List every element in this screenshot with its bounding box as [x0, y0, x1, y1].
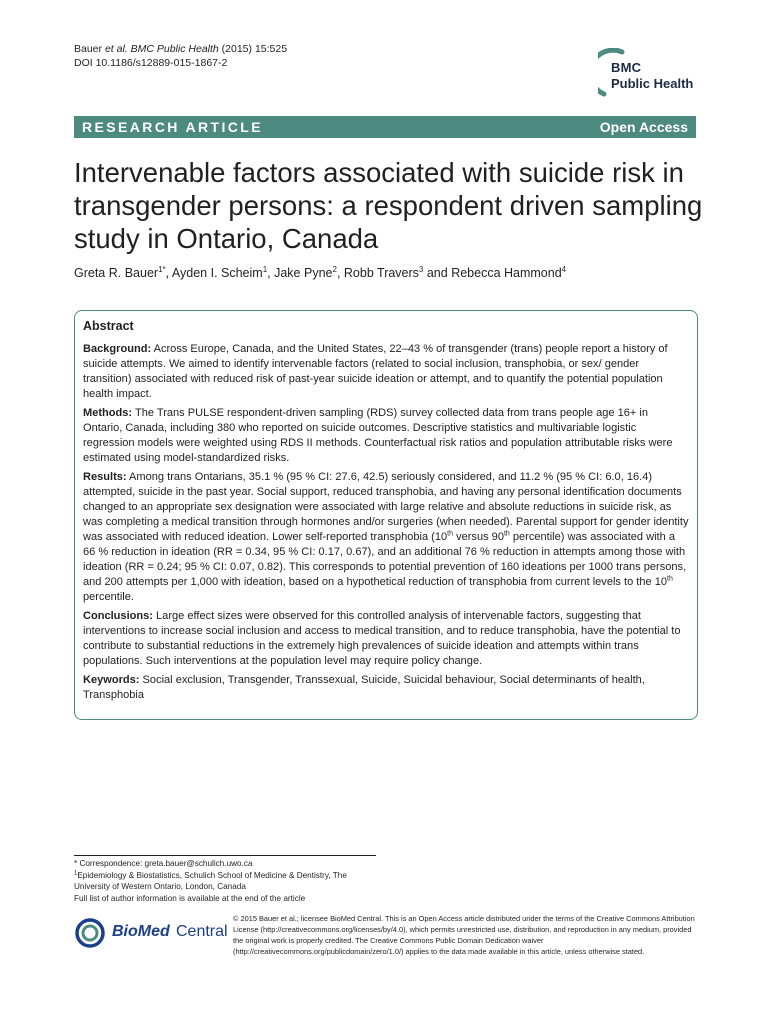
keywords-label: Keywords: — [83, 674, 140, 686]
citation-volume: (2015) 15:525 — [221, 43, 288, 55]
methods-label: Methods: — [83, 407, 133, 419]
publisher-logo — [74, 917, 228, 949]
methods-text: The Trans PULSE respondent-driven sampling (RDS) survey collected data from trans people age 16+ in Ontario, Canada, including 380 who reported on suicide outcomes. Descriptive statistics and multivariable logistic regression models were weighted using RDS II methods. Counterfactual risk ratios and population attributable risks were estimated using model-standardized risks. — [83, 407, 673, 464]
logo-text-journal: Public Health — [611, 76, 694, 91]
license-statement: © 2015 Bauer et al.; licensee BioMed Central. This is an Open Access article distributed under the terms of the Creative Commons Attribution License (http://creativecommons.org/licenses/by/4.0), which permits unrestricted use, distribution, and reproduction in any medium, provided the original work is properly credited. The Creative Commons Public Domain Dedication waiver (http://creativecommons.org/publicdomain/zero/1.0/) applies to the data made available in this article, unless otherwise stated. — [233, 914, 695, 956]
author-affiliation-mark: 1 — [262, 264, 268, 274]
abstract-background — [83, 342, 690, 402]
biomed-central-emblem-icon — [74, 917, 110, 949]
superscript: th — [503, 530, 510, 538]
author-name[interactable]: Greta R. Bauer — [74, 266, 159, 280]
author-list — [74, 266, 566, 280]
abstract-results — [83, 470, 690, 605]
article-type-label: RESEARCH ARTICLE — [82, 119, 263, 135]
footnotes — [74, 858, 384, 904]
publisher-name-central: Central — [176, 923, 228, 940]
background-text: Across Europe, Canada, and the United States, 22–43 % of transgender (trans) people report a history of suicide attempts. We aimed to identify intervenable factors (related to social inclusion, transphobia, or sex/ gender transition) associated with reduced risk of past-year suicide ideation or attempt, and to quantify the potential population health impact. — [83, 343, 668, 400]
doi-line: DOI 10.1186/s12889-015-1867-2 — [74, 57, 228, 69]
author-affiliation-mark: 2 — [332, 264, 337, 274]
author-separator: , — [336, 266, 344, 280]
full-list-note: Full list of author information is available at the end of the article — [74, 893, 306, 903]
author-separator: , — [165, 266, 172, 280]
citation-journal: BMC Public Health — [130, 43, 219, 55]
results-text: versus 90 — [453, 531, 504, 543]
correspondence-note: * Correspondence: greta.bauer@schulich.uwo.ca — [74, 859, 253, 868]
article-type-banner — [74, 116, 696, 138]
publisher-name-biomed: BioMed — [112, 923, 170, 940]
conclusions-label: Conclusions: — [83, 610, 153, 622]
article-title: Intervenable factors associated with suicide risk in transgender persons: a respondent driven sampling study in Ontario, Canada — [74, 157, 703, 254]
affiliation-mark: 1 — [74, 869, 78, 876]
abstract-heading: Abstract — [83, 319, 134, 333]
results-text: percentile. — [83, 591, 134, 603]
results-text: Among trans Ontarians, 35.1 % (95 % CI: 27.6, 42.5) seriously considered, and 11.2 % (95 % CI: 6.0, 16.4) attempted, suicide in the past year. Social support, reduced transphobia, and having any personal identification documents changed to an appropriate sex designation were associated with large relative and absolute reductions in suicide risk, as was completing a medical transition through hormones and/or surgeries (when needed). Parental support for gender identity was associated with reduced ideation. Lower self-reported transphobia (10 — [83, 471, 689, 543]
keywords-text: Social exclusion, Transgender, Transsexual, Suicide, Suicidal behaviour, Social determinants of health, Transphobia — [83, 674, 645, 701]
citation-authors: Bauer — [74, 43, 105, 55]
author-name[interactable]: Robb Travers — [343, 266, 419, 280]
abstract-keywords — [83, 673, 690, 703]
footnote-divider — [74, 855, 376, 856]
affiliation-note — [74, 870, 384, 893]
conclusions-text: Large effect sizes were observed for this controlled analysis of intervenable factors, suggesting that interventions to increase social inclusion and access to medical transition, and to reduce transphobia, have the potential to contribute to substantial reductions in the extremely high prevalences of suicide ideation and attempts within trans populations. Such interventions at the population level may require policy change. — [83, 610, 681, 667]
author-affiliation-mark: 4 — [561, 264, 567, 274]
superscript: th — [447, 530, 453, 538]
author-name[interactable]: Rebecca Hammond — [451, 266, 562, 280]
abstract-methods — [83, 406, 690, 466]
citation-line — [74, 42, 287, 56]
author-name[interactable]: Jake Pyne — [274, 266, 333, 280]
logo-text-bmc: BMC — [611, 60, 642, 75]
author-name[interactable]: Ayden I. Scheim — [171, 266, 263, 280]
results-text: percentile) was associated with a 66 % reduction in ideation (RR = 0.34, 95 % CI: 0.17, 0.67), and an additional 76 % reduction in attempts among those with ideation (RR = 0.24; 95 % CI: 0.07, 0.82). This corresponds to potential prevention of 160 ideations per 1000 trans persons, and 200 attempts per 1,000 with ideation, based on a hypothetical reduction of transphobia from current levels to the 10 — [83, 531, 687, 588]
results-label: Results: — [83, 471, 127, 483]
citation-etal: et al. — [104, 43, 128, 55]
superscript: th — [667, 575, 673, 583]
abstract-box — [74, 310, 698, 720]
open-access-label: Open Access — [599, 119, 688, 135]
abstract-conclusions — [83, 609, 690, 669]
citation-header — [74, 42, 287, 70]
author-affiliation-mark: 3 — [418, 264, 424, 274]
journal-logo — [598, 48, 698, 100]
author-separator: , — [267, 266, 275, 280]
affiliation-text: Epidemiology & Biostatistics, Schulich School of Medicine & Dentistry, The University of Western Ontario, London, Canada — [74, 870, 347, 891]
author-separator: and — [423, 266, 452, 280]
background-label: Background: — [83, 343, 152, 355]
author-affiliation-mark: 1* — [158, 264, 166, 274]
